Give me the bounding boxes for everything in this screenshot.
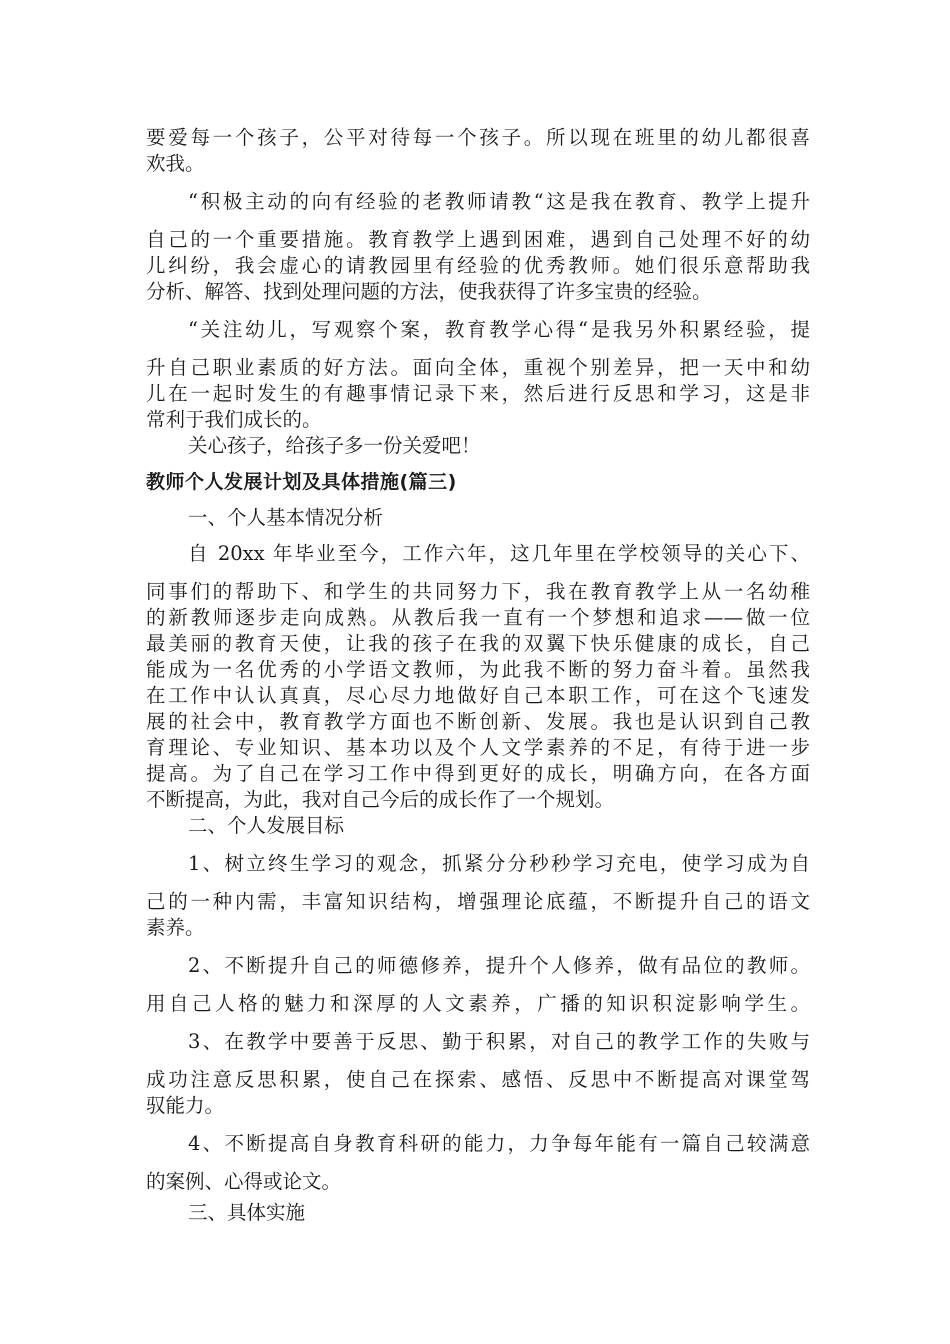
- paragraph-first-line: 1、树立终生学习的观念，抓紧分分秒秒学习充电，使学习成为自: [188, 852, 810, 875]
- paragraph-first-line: 4、不断提高自身教育科研的能力，力争每年能有一篇自己较满意: [188, 1132, 810, 1155]
- text-line: 在工作中认认真真，尽心尽力地做好自己本职工作，可在这个飞速发: [146, 684, 810, 707]
- text-line: 自己的一个重要措施。教育教学上遇到困难，遇到自己处理不好的幼: [146, 228, 810, 251]
- paragraph-first-line: “关注幼儿，写观察个案，教育教学心得“是我另外积累经验，提: [188, 318, 810, 341]
- subsection-heading: 一、个人基本情况分析: [188, 506, 384, 529]
- text-line: 成功注意反思积累，使自己在探索、感悟、反思中不断提高对课堂驾: [146, 1068, 810, 1091]
- text-line: 儿在一起时发生的有趣事情记录下来，然后进行反思和学习，这是非: [146, 382, 810, 405]
- text-line: 的案例、心得或论文。: [146, 1170, 342, 1193]
- subsection-heading: 三、具体实施: [188, 1201, 306, 1224]
- text-line: 同事们的帮助下、和学生的共同努力下，我在教育教学上从一名幼稚: [146, 580, 810, 603]
- text-line: 的新教师逐步走向成熟。从教后我一直有一个梦想和追求——做一位: [146, 606, 810, 629]
- subsection-heading: 二、个人发展目标: [188, 814, 345, 837]
- paragraph-first-line: 3、在教学中要善于反思、勤于积累，对自己的教学工作的失败与: [188, 1030, 810, 1053]
- text-line: 素养。: [146, 916, 205, 939]
- text-line: 儿纠纷，我会虚心的请教园里有经验的优秀教师。她们很乐意帮助我: [146, 254, 810, 277]
- paragraph-first-line: 2、不断提升自己的师德修养，提升个人修养，做有品位的教师。: [188, 954, 810, 977]
- text-line: 展的社会中，教育教学方面也不断创新、发展。我也是认识到自己教: [146, 710, 810, 733]
- text-line: 用自己人格的魅力和深厚的人文素养，广播的知识积淀影响学生。: [146, 992, 810, 1015]
- text-line: 常利于我们成长的。: [146, 408, 322, 431]
- text-line: 能成为一名优秀的小学语文教师，为此我不断的努力奋斗着。虽然我: [146, 658, 810, 681]
- paragraph-line: 关心孩子，给孩子多一份关爱吧！: [188, 434, 481, 457]
- text-line: 要爱每一个孩子，公平对待每一个孩子。所以现在班里的幼儿都很喜: [146, 126, 810, 149]
- text-line: 育理论、专业知识、基本功以及个人文学素养的不足，有待于进一步: [146, 736, 810, 759]
- text-line: 己的一种内需，丰富知识结构，增强理论底蕴，不断提升自己的语文: [146, 890, 810, 913]
- section-heading: 教师个人发展计划及具体措施(篇三): [146, 471, 457, 493]
- document-body: [146, 125, 810, 1226]
- paragraph-first-line: 自 20xx 年毕业至今，工作六年，这几年里在学校领导的关心下、: [188, 542, 810, 565]
- text-line: 驭能力。: [146, 1094, 225, 1117]
- text-line: 欢我。: [146, 152, 205, 175]
- paragraph-first-line: “积极主动的向有经验的老教师请教“这是我在教育、教学上提升: [188, 190, 810, 213]
- text-line: 最美丽的教育天使，让我的孩子在我的双翼下快乐健康的成长，自己: [146, 632, 810, 655]
- text-line: 升自己职业素质的好方法。面向全体，重视个别差异，把一天中和幼: [146, 356, 810, 379]
- text-line: 不断提高，为此，我对自己今后的成长作了一个规划。: [146, 788, 615, 811]
- text-line: 提高。为了自己在学习工作中得到更好的成长，明确方向，在各方面: [146, 762, 810, 785]
- text-line: 分析、解答、找到处理问题的方法，使我获得了许多宝贵的经验。: [146, 280, 712, 303]
